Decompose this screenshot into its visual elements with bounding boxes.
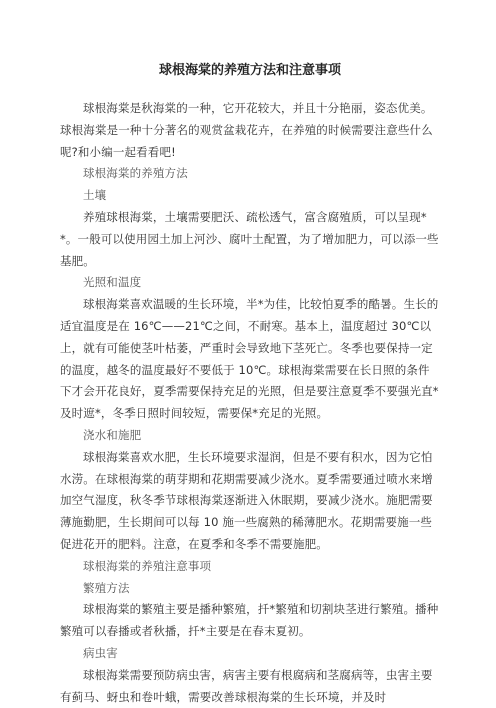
subheading-light-temperature: 光照和温度 — [83, 275, 142, 290]
paragraph-water-fertilizer: 球根海棠喜欢水肥，生长环境要求湿润，但是不要有积水，因为它怕水涝。在球根海棠的萌芽期和花期需要减少浇水。夏季需要通过喷水来增加空气湿度，秋冬季节球根海棠逐渐进入休眠期，要减少浇水。施肥需要薄施勤肥，生长期间可以每 10 施一些腐熟的稀薄肥水。花期需要施一些促进花开的肥料。注意，在夏季和冬季不需要施肥。 — [60, 449, 433, 551]
paragraph-pests: 球根海棠需要预防病虫害，病害主要有根腐病和茎腐病等，虫害主要有蓟马、蚜虫和卷叶蛾，需要改善球根海棠的生长环境，并及时 — [60, 667, 433, 704]
section-heading-cultivation: 球根海棠的养殖方法 — [83, 166, 188, 181]
subheading-pests: 病虫害 — [83, 645, 118, 660]
document-title: 球根海棠的养殖方法和注意事项 — [158, 63, 341, 78]
paragraph-light-temperature: 球根海棠喜欢温暖的生长环境，半*为佳，比较怕夏季的酷暑。生长的适宜温度是在 16℃——21℃之间，不耐寒。基本上，温度超过 30℃以上，就有可能使茎叶枯萎，严重时会导致地下茎死亡。冬季也要保持一定的温度，越冬的温度最好不要低于 10℃。球根海棠需要在长日照的条件下才会开花良好，夏季需要保持充足的光照，但是要注意夏季不要强光直*及时遮*，冬季日照时间较短，需要保*充足的光照。 — [60, 297, 439, 421]
subheading-soil: 土壤 — [83, 188, 107, 203]
paragraph-soil: 养殖球根海棠，土壤需要肥沃、疏松透气，富含腐殖质，可以呈现**。一般可以使用园土加上河沙、腐叶土配置，为了增加肥力，可以添一些基肥。 — [60, 209, 439, 268]
paragraph-propagation: 球根海棠的繁殖主要是播种繁殖，扦*繁殖和切割块茎进行繁殖。播种繁殖可以春播或者秋播，扦*主要是在春末夏初。 — [60, 602, 439, 639]
subheading-water-fertilizer: 浇水和施肥 — [83, 427, 142, 442]
section-heading-precautions: 球根海棠的养殖注意事项 — [83, 558, 212, 573]
document-body — [60, 98, 440, 708]
subheading-propagation: 繁殖方法 — [83, 580, 130, 595]
intro-paragraph: 球根海棠是秋海棠的一种，它开花较大，并且十分艳丽，姿态优美。球根海棠是一种十分著名的观赏盆栽花卉，在养殖的时候需要注意些什么呢?和小编一起看看吧! — [60, 101, 433, 159]
